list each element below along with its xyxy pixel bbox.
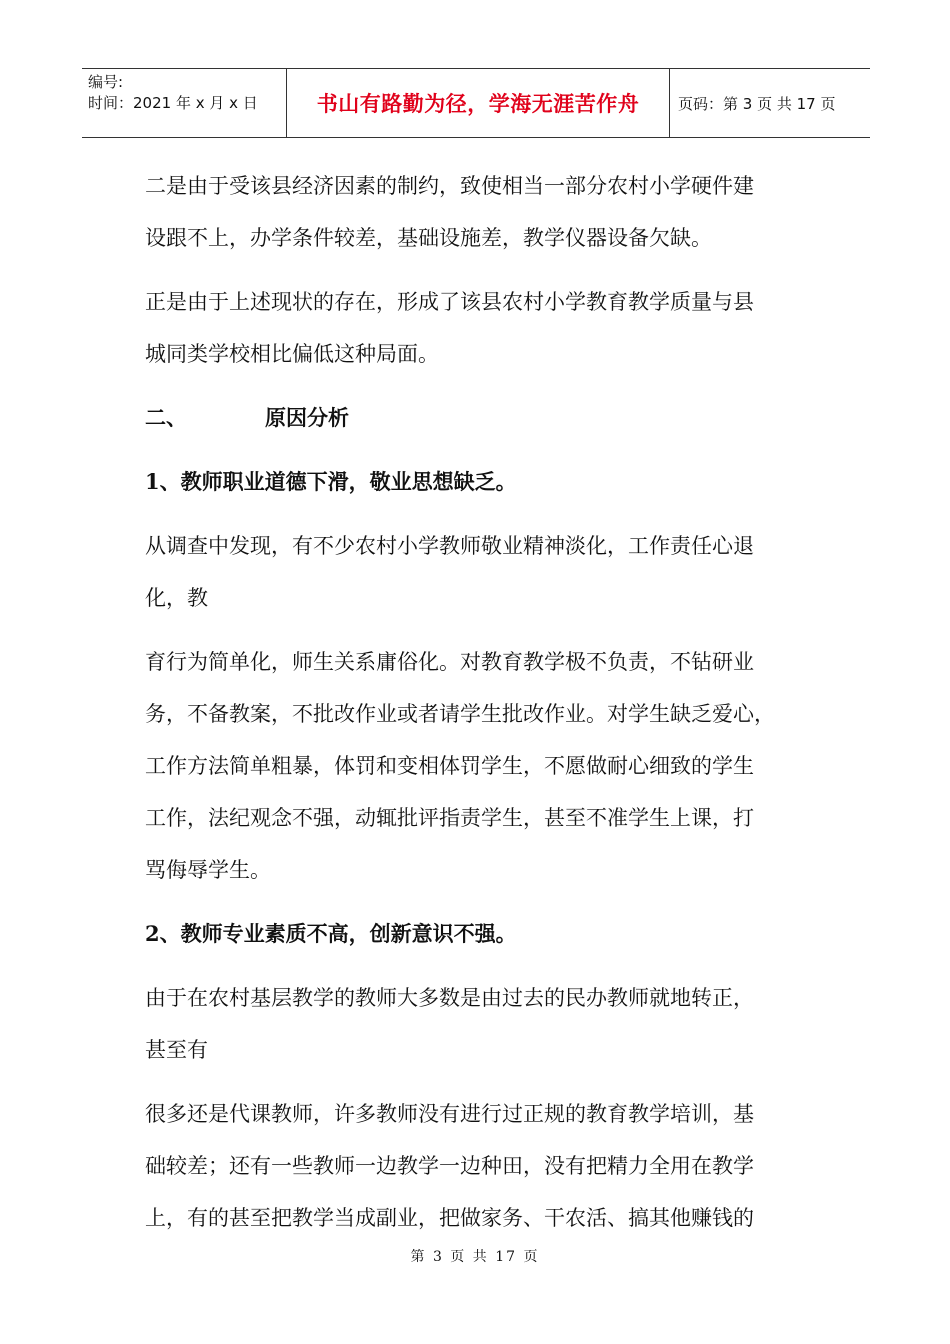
document-date: 时间：2021 年 x 月 x 日 [88,94,258,112]
subheading: 1、教师职业道德下滑，敬业思想缺乏。 [145,469,517,494]
section-title: 原因分析 [265,405,349,430]
paragraph-line: 设跟不上，办学条件较差，基础设施差，教学仪器设备欠缺。 [145,226,712,250]
section-number: 二、 [145,405,187,430]
header-meta [82,69,287,137]
paragraph-line: 工作方法简单粗暴，体罚和变相体罚学生，不愿做耐心细致的学生 [145,754,754,778]
paragraph-line: 甚至有 [145,1038,208,1062]
header-page-info: 页码：第 3 页 共 17 页 [678,94,836,113]
paragraph-line: 上，有的甚至把教学当成副业，把做家务、干农活、搞其他赚钱的 [145,1206,754,1230]
paragraph-line: 城同类学校相比偏低这种局面。 [145,342,439,366]
paragraph-line: 从调查中发现，有不少农村小学教师敬业精神淡化，工作责任心退 [145,534,754,558]
paragraph-line: 很多还是代课教师，许多教师没有进行过正规的教育教学培训，基 [145,1102,754,1126]
paragraph-line: 础较差；还有一些教师一边教学一边种田，没有把精力全用在教学 [145,1154,754,1178]
header-motto: 书山有路勤为径，学海无涯苦作舟 [287,69,670,137]
paragraph-line: 工作，法纪观念不强，动辄批评指责学生，甚至不准学生上课，打 [145,806,754,830]
paragraph-line: 由于在农村基层教学的教师大多数是由过去的民办教师就地转正， [145,986,754,1010]
paragraph-line: 骂侮辱学生。 [145,858,271,882]
document-number-label: 编号: [88,73,124,91]
paragraph-line: 育行为简单化，师生关系庸俗化。对教育教学极不负责，不钻研业 [145,650,754,674]
paragraph-line: 化，教 [145,586,208,610]
page-header [82,68,870,138]
paragraph-line: 二是由于受该县经济因素的制约，致使相当一部分农村小学硬件建 [145,174,754,198]
document-body [145,160,805,1244]
subheading: 2、教师专业素质不高，创新意识不强。 [145,921,517,946]
page-footer: 第 3 页 共 17 页 [410,1249,540,1265]
paragraph-line: 务，不备教案，不批改作业或者请学生批改作业。对学生缺乏爱心， [145,702,775,726]
section-heading [145,392,805,444]
paragraph-line: 正是由于上述现状的存在，形成了该县农村小学教育教学质量与县 [145,290,754,314]
